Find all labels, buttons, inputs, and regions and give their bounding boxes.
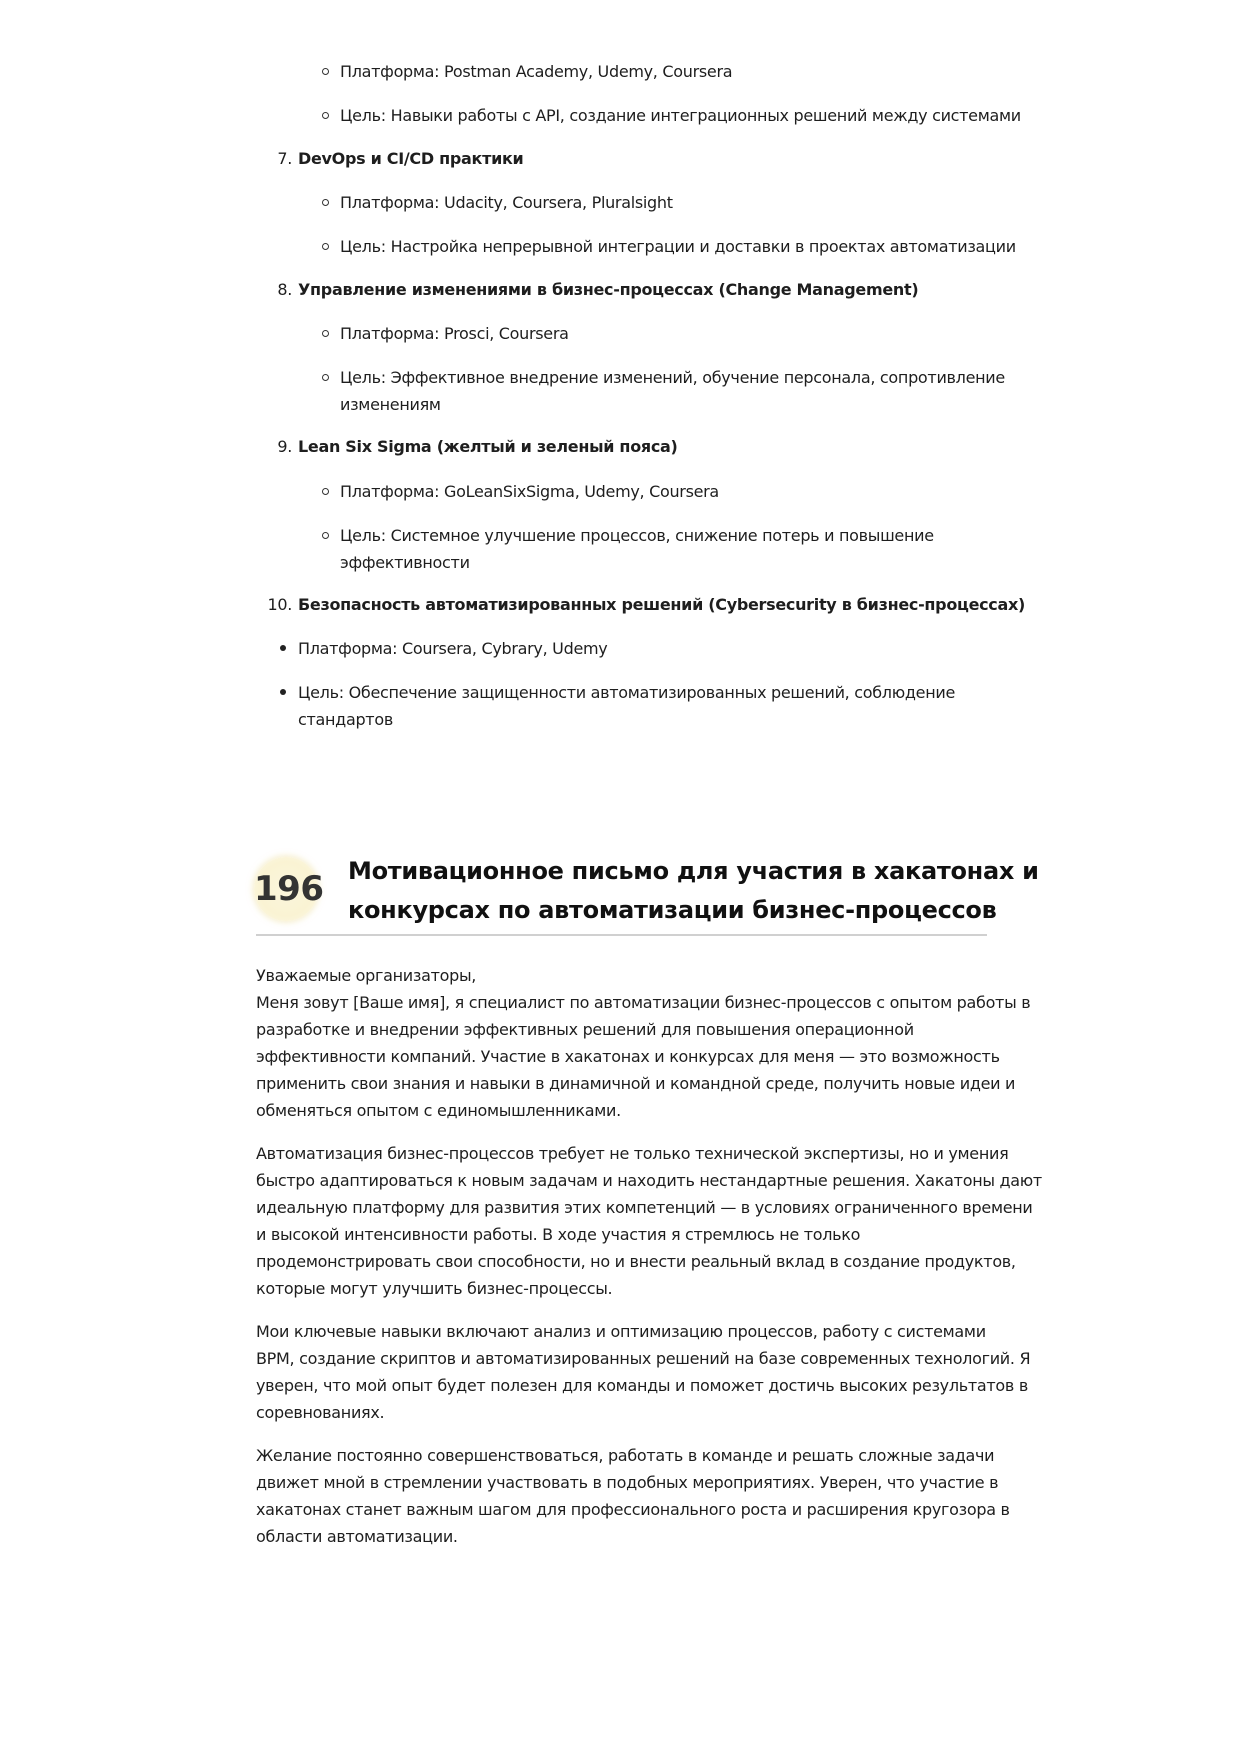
list-number: 8. — [277, 280, 292, 299]
disc-bullet-icon — [280, 689, 286, 695]
circle-bullet-icon — [322, 68, 329, 75]
paragraph-line: обменяться опытом с единомышленниками. — [256, 1101, 621, 1120]
paragraph-line: BPM, создание скриптов и автоматизированных решений на базе современных технологий. Я — [256, 1349, 1031, 1368]
list-subitem-continuation: изменениям — [340, 395, 441, 414]
paragraph-line: применить свои знания и навыки в динамичной и командной среде, получить новые идеи и — [256, 1074, 1016, 1093]
circle-bullet-icon — [322, 330, 329, 337]
disc-bullet-icon — [280, 645, 286, 651]
list-subitem-continuation: эффективности — [340, 553, 470, 572]
list-number: 9. — [277, 437, 292, 456]
list-bullet: Платформа: Coursera, Cybrary, Udemy — [298, 639, 608, 658]
paragraph-line: идеальную платформу для развития этих компетенций — в условиях ограниченного времени — [256, 1198, 1033, 1217]
list-subitem: Цель: Эффективное внедрение изменений, обучение персонала, сопротивление — [340, 368, 1005, 387]
circle-bullet-icon — [322, 374, 329, 381]
paragraph-line: которые могут улучшить бизнес-процессы. — [256, 1279, 613, 1298]
list-item-title: DevOps и CI/CD практики — [298, 149, 524, 168]
paragraph-line: соревнованиях. — [256, 1403, 385, 1422]
paragraph-line: уверен, что мой опыт будет полезен для команды и поможет достичь высоких результатов в — [256, 1376, 1028, 1395]
paragraph-line: Меня зовут [Ваше имя], я специалист по автоматизации бизнес-процессов с опытом работы в — [256, 993, 1031, 1012]
circle-bullet-icon — [322, 532, 329, 539]
circle-bullet-icon — [322, 199, 329, 206]
paragraph-line: быстро адаптироваться к новым задачам и находить нестандартные решения. Хакатоны дают — [256, 1171, 1042, 1190]
list-item-title: Lean Six Sigma (желтый и зеленый пояса) — [298, 437, 678, 456]
circle-bullet-icon — [322, 243, 329, 250]
list-item-title: Безопасность автоматизированных решений (Cybersecurity в бизнес-процессах) — [298, 595, 1026, 614]
paragraph-line: и высокой интенсивности работы. В ходе участия я стремлюсь не только — [256, 1225, 861, 1244]
section-title-line: конкурсах по автоматизации бизнес-процессов — [348, 896, 997, 924]
list-number: 10. — [267, 595, 292, 614]
list-item-title: Управление изменениями в бизнес-процессах (Change Management) — [298, 280, 919, 299]
list-subitem: Цель: Системное улучшение процессов, снижение потерь и повышение — [340, 526, 934, 545]
section-number: 196 — [254, 869, 324, 909]
circle-bullet-icon — [322, 488, 329, 495]
paragraph-line: движет мной в стремлении участвовать в подобных мероприятиях. Уверен, что участие в — [256, 1473, 999, 1492]
paragraph-line: продемонстрировать свои способности, но и внести реальный вклад в создание продуктов, — [256, 1252, 1016, 1271]
list-subitem: Цель: Настройка непрерывной интеграции и доставки в проектах автоматизации — [340, 237, 1016, 256]
section-divider — [256, 934, 987, 936]
paragraph-line: эффективности компаний. Участие в хакатонах и конкурсах для меня — это возможность — [256, 1047, 1000, 1066]
list-bullet-continuation: стандартов — [298, 710, 393, 729]
list-subitem: Платформа: Udacity, Coursera, Pluralsight — [340, 193, 673, 212]
paragraph-line: области автоматизации. — [256, 1527, 458, 1546]
list-subitem: Платформа: Prosci, Coursera — [340, 324, 569, 343]
paragraph-line: Мои ключевые навыки включают анализ и оптимизацию процессов, работу с системами — [256, 1322, 986, 1341]
list-subitem: Цель: Навыки работы с API, создание интеграционных решений между системами — [340, 106, 1021, 125]
list-subitem: Платформа: GoLeanSixSigma, Udemy, Coursera — [340, 482, 719, 501]
circle-bullet-icon — [322, 112, 329, 119]
list-bullet: Цель: Обеспечение защищенности автоматизированных решений, соблюдение — [298, 683, 956, 702]
list-number: 7. — [277, 149, 292, 168]
paragraph-line: хакатонах станет важным шагом для профессионального роста и расширения кругозора в — [256, 1500, 1010, 1519]
list-subitem: Платформа: Postman Academy, Udemy, Coursera — [340, 62, 733, 81]
paragraph-line: Желание постоянно совершенствоваться, работать в команде и решать сложные задачи — [256, 1446, 995, 1465]
letter-greeting: Уважаемые организаторы, — [256, 966, 477, 985]
paragraph-line: разработке и внедрении эффективных решений для повышения операционной — [256, 1020, 914, 1039]
paragraph-line: Автоматизация бизнес-процессов требует не только технической экспертизы, но и умения — [256, 1144, 1009, 1163]
section-title-line: Мотивационное письмо для участия в хакатонах и — [348, 857, 1039, 885]
